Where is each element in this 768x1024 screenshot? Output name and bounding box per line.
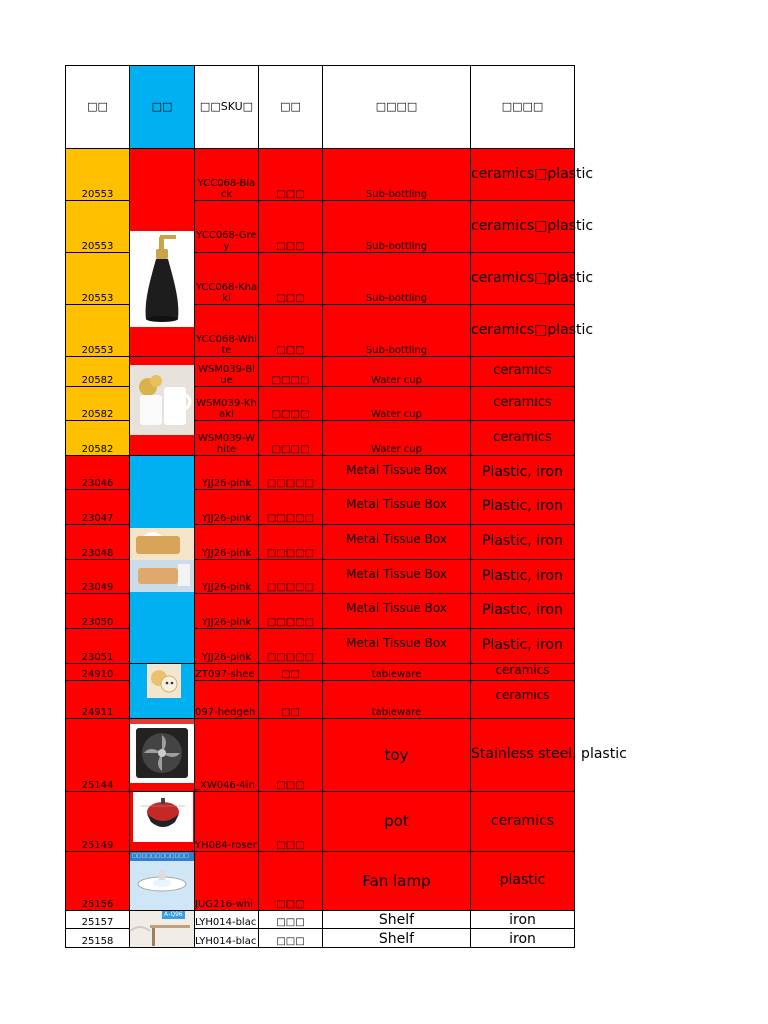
- name-cell[interactable]: □□: [259, 681, 323, 719]
- product-cell[interactable]: Metal Tissue Box: [323, 560, 471, 594]
- name-cell[interactable]: □□□□□: [259, 629, 323, 664]
- id-cell[interactable]: 23046: [66, 456, 130, 490]
- id-cell[interactable]: 23047: [66, 490, 130, 525]
- material-cell[interactable]: ceramics□plastic: [471, 149, 575, 201]
- material-cell[interactable]: iron: [471, 911, 575, 929]
- fan-lamp-caption: □□□□□□□□□□□□: [130, 852, 194, 861]
- product-cell[interactable]: Metal Tissue Box: [323, 629, 471, 664]
- name-cell[interactable]: □□□□: [259, 387, 323, 421]
- material-cell[interactable]: Plastic, iron: [471, 560, 575, 594]
- product-cell[interactable]: Water cup: [323, 421, 471, 456]
- material-cell[interactable]: ceramics□plastic: [471, 305, 575, 357]
- soap-dispenser-image: [130, 231, 194, 327]
- image-cell-tableware[interactable]: [130, 664, 195, 719]
- id-cell[interactable]: 23048: [66, 525, 130, 560]
- image-cell-cup[interactable]: [130, 357, 195, 456]
- sku-cell[interactable]: YCC068-Khaki: [195, 253, 259, 305]
- sku-cell[interactable]: LYH014-blac: [195, 929, 259, 948]
- image-cell-fan[interactable]: [130, 719, 195, 792]
- id-cell[interactable]: 20582: [66, 357, 130, 387]
- name-cell[interactable]: □□□: [259, 792, 323, 852]
- material-cell[interactable]: Plastic, iron: [471, 525, 575, 560]
- id-cell[interactable]: 20582: [66, 387, 130, 421]
- id-cell[interactable]: 20582: [66, 421, 130, 456]
- header-cell-name[interactable]: □□: [259, 66, 323, 149]
- material-cell[interactable]: ceramics: [471, 664, 575, 681]
- product-cell[interactable]: Metal Tissue Box: [323, 490, 471, 525]
- id-cell[interactable]: 23051: [66, 629, 130, 664]
- name-cell[interactable]: □□□□: [259, 421, 323, 456]
- table-row: [66, 149, 575, 201]
- image-cell-shelf[interactable]: [130, 911, 195, 948]
- id-cell[interactable]: 25149: [66, 792, 130, 852]
- material-cell[interactable]: iron: [471, 929, 575, 948]
- name-cell[interactable]: □□□□□: [259, 594, 323, 629]
- tableware-image: [147, 664, 181, 698]
- sku-cell[interactable]: YCC068-White: [195, 305, 259, 357]
- table-row: [66, 664, 575, 681]
- name-cell[interactable]: □□□: [259, 911, 323, 929]
- product-cell[interactable]: Shelf: [323, 911, 471, 929]
- image-cell-tissue-box[interactable]: [130, 456, 195, 664]
- name-cell[interactable]: □□□: [259, 852, 323, 911]
- product-cell[interactable]: Sub-bottling: [323, 253, 471, 305]
- name-cell[interactable]: □□□□□: [259, 560, 323, 594]
- id-cell[interactable]: 25156: [66, 852, 130, 911]
- sku-cell[interactable]: WSM039-White: [195, 421, 259, 456]
- material-cell[interactable]: ceramics: [471, 387, 575, 421]
- id-cell[interactable]: 20553: [66, 149, 130, 201]
- name-cell[interactable]: □□□: [259, 201, 323, 253]
- material-cell[interactable]: Plastic, iron: [471, 594, 575, 629]
- name-cell[interactable]: □□□□□: [259, 490, 323, 525]
- table-row: [66, 719, 575, 792]
- material-cell[interactable]: Plastic, iron: [471, 629, 575, 664]
- product-cell[interactable]: tableware: [323, 664, 471, 681]
- shelf-badge: A-Q96: [164, 911, 183, 918]
- id-cell[interactable]: 25144: [66, 719, 130, 792]
- header-cell-product[interactable]: □□□□: [323, 66, 471, 149]
- id-cell[interactable]: 24910: [66, 664, 130, 681]
- product-cell[interactable]: Water cup: [323, 387, 471, 421]
- sku-cell[interactable]: YJJ26-pink: [195, 525, 259, 560]
- material-cell[interactable]: ceramics: [471, 421, 575, 456]
- product-cell[interactable]: Sub-bottling: [323, 201, 471, 253]
- product-cell[interactable]: Fan lamp: [323, 852, 471, 911]
- name-cell[interactable]: □□□□□: [259, 525, 323, 560]
- header-cell-material[interactable]: □□□□: [471, 66, 575, 149]
- id-cell[interactable]: 24911: [66, 681, 130, 719]
- id-cell[interactable]: 20553: [66, 253, 130, 305]
- name-cell[interactable]: □□: [259, 664, 323, 681]
- header-cell-id[interactable]: □□: [66, 66, 130, 149]
- sku-cell[interactable]: YJJ26-pink: [195, 629, 259, 664]
- name-cell[interactable]: □□□: [259, 305, 323, 357]
- water-cup-image: [130, 365, 194, 435]
- product-cell[interactable]: Shelf: [323, 929, 471, 948]
- material-cell[interactable]: ceramics: [471, 681, 575, 719]
- product-cell[interactable]: tableware: [323, 681, 471, 719]
- header-cell-sku[interactable]: □□SKU□: [195, 66, 259, 149]
- name-cell[interactable]: □□□: [259, 929, 323, 948]
- image-cell-pot[interactable]: [130, 792, 195, 852]
- header-row: [66, 66, 575, 149]
- product-cell[interactable]: Metal Tissue Box: [323, 525, 471, 560]
- table-row: [66, 792, 575, 852]
- sku-cell[interactable]: YJJ26-pink: [195, 490, 259, 525]
- exhaust-fan-image: [130, 719, 194, 783]
- id-cell[interactable]: 20553: [66, 305, 130, 357]
- id-cell[interactable]: 23050: [66, 594, 130, 629]
- product-cell[interactable]: toy: [323, 719, 471, 792]
- material-cell[interactable]: ceramics: [471, 792, 575, 852]
- sku-cell[interactable]: 097-hedgeh: [195, 681, 259, 719]
- image-cell-fan-lamp[interactable]: [130, 852, 195, 911]
- material-cell[interactable]: Stainless steel, plastic: [471, 719, 575, 792]
- material-cell[interactable]: Plastic, iron: [471, 490, 575, 525]
- sku-cell[interactable]: ZT097-shee: [195, 664, 259, 681]
- sku-cell[interactable]: YCC068-Grey: [195, 201, 259, 253]
- material-cell[interactable]: ceramics: [471, 357, 575, 387]
- sku-cell[interactable]: YJJ26-pink: [195, 456, 259, 490]
- sku-cell[interactable]: YCC068-Black: [195, 149, 259, 201]
- sku-cell[interactable]: YJJ26-pink: [195, 560, 259, 594]
- table-row: [66, 456, 575, 490]
- id-cell[interactable]: 25158: [66, 929, 130, 948]
- name-cell[interactable]: □□□: [259, 149, 323, 201]
- shelf-image: [130, 911, 194, 947]
- material-cell[interactable]: ceramics□plastic: [471, 201, 575, 253]
- name-cell[interactable]: □□□: [259, 719, 323, 792]
- id-cell[interactable]: 25157: [66, 911, 130, 929]
- product-cell[interactable]: Water cup: [323, 357, 471, 387]
- id-cell[interactable]: 20553: [66, 201, 130, 253]
- fan-lamp-image: [130, 852, 194, 910]
- name-cell[interactable]: □□□□: [259, 357, 323, 387]
- name-cell[interactable]: □□□□□: [259, 456, 323, 490]
- table-row: [66, 357, 575, 387]
- pot-image: [133, 792, 193, 842]
- name-cell[interactable]: □□□: [259, 253, 323, 305]
- product-cell[interactable]: Sub-bottling: [323, 305, 471, 357]
- sku-cell[interactable]: WSM039-Khaki: [195, 387, 259, 421]
- product-cell[interactable]: pot: [323, 792, 471, 852]
- material-cell[interactable]: plastic: [471, 852, 575, 911]
- sku-cell[interactable]: _XW046-4in: [195, 719, 259, 792]
- material-cell[interactable]: Plastic, iron: [471, 456, 575, 490]
- material-cell[interactable]: ceramics□plastic: [471, 253, 575, 305]
- table-row: [66, 911, 575, 929]
- tissue-box-image: [130, 528, 194, 592]
- table-row: [66, 852, 575, 911]
- product-cell[interactable]: Sub-bottling: [323, 149, 471, 201]
- sku-cell[interactable]: WSM039-Blue: [195, 357, 259, 387]
- sku-cell[interactable]: YJJ26-pink: [195, 594, 259, 629]
- sku-cell[interactable]: LYH014-blac: [195, 911, 259, 929]
- product-sheet: [65, 65, 627, 948]
- id-cell[interactable]: 23049: [66, 560, 130, 594]
- product-cell[interactable]: Metal Tissue Box: [323, 594, 471, 629]
- product-cell[interactable]: Metal Tissue Box: [323, 456, 471, 490]
- sku-cell[interactable]: YH084-roser: [195, 792, 259, 852]
- image-cell-bottle[interactable]: [130, 149, 195, 357]
- header-cell-image[interactable]: □□: [130, 66, 195, 149]
- sku-cell[interactable]: JUG216-whi: [195, 852, 259, 911]
